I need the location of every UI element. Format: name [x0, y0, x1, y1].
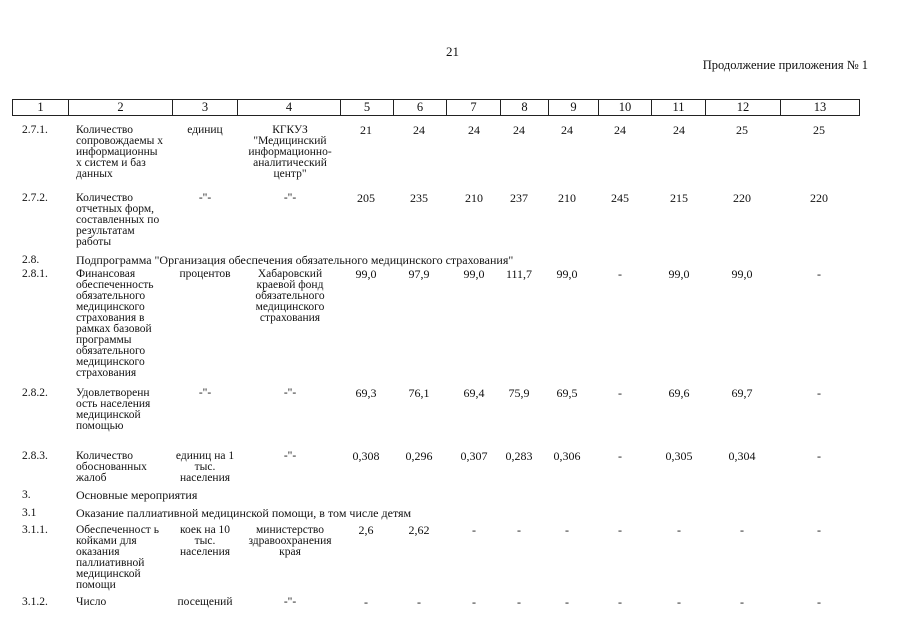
responsible-org: министерство здравоохранения края	[248, 524, 332, 558]
row-code: 3.	[22, 489, 31, 501]
header-cell: 5	[340, 99, 394, 116]
header-cell: 8	[500, 99, 549, 116]
value-cell: 99,0	[731, 267, 753, 281]
row-code: 3.1	[22, 507, 37, 519]
value-cell: 97,9	[408, 267, 430, 281]
value-cell: 205	[357, 191, 375, 205]
indicator-name: Число	[76, 596, 107, 608]
value-cell: 210	[558, 191, 576, 205]
value-cell: 220	[810, 191, 828, 205]
value-cell: -	[740, 595, 744, 609]
responsible-org: КГКУЗ "Медицинский информационно-аналитический центр"	[248, 124, 332, 180]
value-cell: -	[364, 595, 368, 609]
value-cell: -	[817, 267, 821, 281]
unit-cell: посещений	[177, 596, 233, 608]
header-cell: 12	[705, 99, 781, 116]
unit-cell: процентов	[179, 268, 231, 280]
header-cell: 1	[12, 99, 69, 116]
value-cell: -	[677, 523, 681, 537]
value-cell: -	[817, 595, 821, 609]
indicator-name: Количество обоснованных жалоб	[76, 450, 147, 484]
value-cell: 76,1	[408, 386, 430, 400]
section-title: Основные мероприятия	[76, 488, 198, 502]
indicator-name: Удовлетворенн ость населения медицинской помощью	[76, 387, 151, 432]
row-code: 2.8.3.	[22, 450, 48, 462]
value-cell: 99,0	[668, 267, 690, 281]
indicator-name: Количество сопровождаемы х информационны х систем и баз данных	[76, 124, 163, 180]
value-cell: -	[417, 595, 421, 609]
value-cell: -	[618, 449, 622, 463]
value-cell: 0,308	[352, 449, 380, 463]
value-cell: -	[677, 595, 681, 609]
value-cell: 2,62	[408, 523, 430, 537]
value-cell: -	[618, 267, 622, 281]
value-cell: 25	[736, 123, 748, 137]
value-cell: -	[618, 595, 622, 609]
unit-cell: единиц	[187, 124, 223, 136]
responsible-org: -"-	[283, 192, 297, 204]
header-cell: 7	[446, 99, 501, 116]
value-cell: 24	[468, 123, 480, 137]
value-cell: -	[817, 386, 821, 400]
header-cell: 3	[172, 99, 238, 116]
unit-cell: единиц на 1 тыс. населения	[175, 450, 235, 484]
value-cell: 69,4	[463, 386, 485, 400]
header-cell: 6	[393, 99, 447, 116]
value-cell: 24	[614, 123, 626, 137]
value-cell: 69,5	[556, 386, 578, 400]
value-cell: 24	[561, 123, 573, 137]
value-cell: -	[618, 386, 622, 400]
header-cell: 10	[598, 99, 652, 116]
continuation-note: Продолжение приложения № 1	[702, 58, 868, 72]
value-cell: -	[740, 523, 744, 537]
value-cell: 0,306	[553, 449, 581, 463]
row-code: 3.1.2.	[22, 596, 48, 608]
value-cell: 0,296	[405, 449, 433, 463]
responsible-org: -"-	[283, 450, 297, 462]
value-cell: -	[517, 523, 521, 537]
unit-cell: коек на 10 тыс. населения	[179, 524, 231, 558]
value-cell: -	[618, 523, 622, 537]
indicator-name: Обеспеченност ь койками для оказания паллиативной медицинской помощи	[76, 524, 159, 591]
row-code: 2.8.	[22, 254, 40, 266]
value-cell: 0,307	[460, 449, 488, 463]
row-code: 2.7.2.	[22, 192, 48, 204]
value-cell: 0,305	[665, 449, 693, 463]
row-code: 2.8.1.	[22, 268, 48, 280]
indicator-name: Финансовая обеспеченность обязательного медицинского страхования в рамках базовой программы обязательного медицинского страхования	[76, 268, 154, 379]
value-cell: -	[817, 449, 821, 463]
responsible-org: Хабаровский краевой фонд обязательного медицинского страхования	[255, 268, 325, 324]
value-cell: 0,283	[505, 449, 533, 463]
value-cell: 237	[510, 191, 528, 205]
value-cell: 69,3	[355, 386, 377, 400]
value-cell: 21	[360, 123, 372, 137]
value-cell: 111,7	[505, 267, 533, 281]
header-cell: 2	[68, 99, 173, 116]
value-cell: 24	[413, 123, 425, 137]
header-cell: 9	[548, 99, 599, 116]
header-cell: 11	[651, 99, 706, 116]
row-code: 2.7.1.	[22, 124, 48, 136]
value-cell: -	[565, 523, 569, 537]
value-cell: -	[472, 595, 476, 609]
responsible-org: -"-	[283, 596, 297, 608]
value-cell: 69,6	[668, 386, 690, 400]
page-number: 21	[446, 44, 459, 59]
value-cell: -	[565, 595, 569, 609]
value-cell: 0,304	[728, 449, 756, 463]
value-cell: 24	[513, 123, 525, 137]
header-cell: 13	[780, 99, 860, 116]
unit-cell: -"-	[198, 387, 212, 399]
value-cell: -	[472, 523, 476, 537]
section-title: Подпрограмма "Организация обеспечения обязательного медицинского страхования"	[76, 253, 514, 267]
value-cell: 75,9	[508, 386, 530, 400]
value-cell: 220	[733, 191, 751, 205]
value-cell: 99,0	[355, 267, 377, 281]
value-cell: 24	[673, 123, 685, 137]
row-code: 2.8.2.	[22, 387, 48, 399]
value-cell: 99,0	[556, 267, 578, 281]
value-cell: 2,6	[358, 523, 374, 537]
value-cell: 235	[410, 191, 428, 205]
value-cell: 215	[670, 191, 688, 205]
row-code: 3.1.1.	[22, 524, 48, 536]
value-cell: 69,7	[731, 386, 753, 400]
value-cell: 210	[465, 191, 483, 205]
value-cell: -	[817, 523, 821, 537]
value-cell: -	[517, 595, 521, 609]
section-title: Оказание паллиативной медицинской помощи, в том числе детям	[76, 506, 412, 520]
unit-cell: -"-	[198, 192, 212, 204]
header-cell: 4	[237, 99, 341, 116]
responsible-org: -"-	[283, 387, 297, 399]
value-cell: 25	[813, 123, 825, 137]
indicator-name: Количество отчетных форм, составленных по результатам работы	[76, 192, 160, 248]
value-cell: 245	[611, 191, 629, 205]
value-cell: 99,0	[463, 267, 485, 281]
